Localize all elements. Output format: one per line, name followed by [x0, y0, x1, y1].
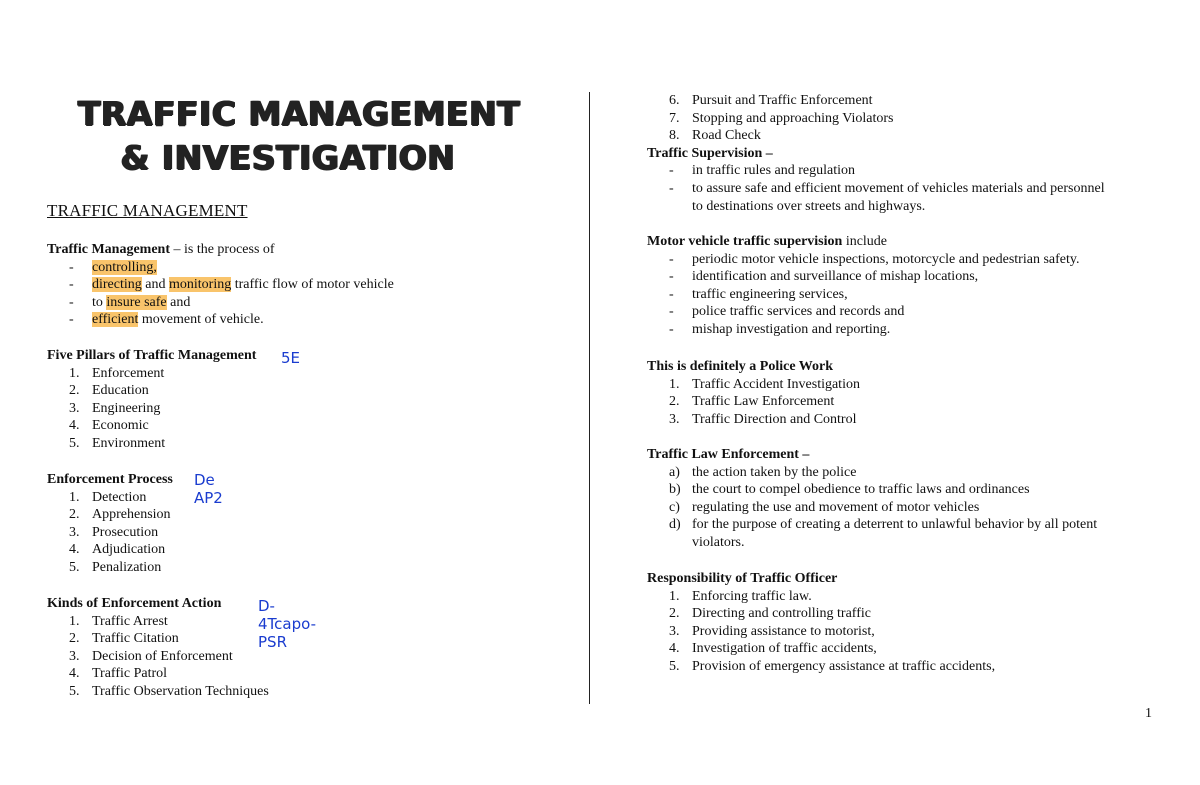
- tm-heading: Traffic Management – is the process of: [47, 242, 275, 257]
- list-item: 3. Providing assistance to motorist,: [669, 623, 875, 639]
- handwritten-note-deap2: De AP2: [194, 471, 223, 507]
- list-item: - periodic motor vehicle inspections, motorcycle and pedestrian safety.: [669, 251, 1080, 267]
- mv-heading: Motor vehicle traffic supervision include: [647, 234, 888, 249]
- list-item: 2. Directing and controlling traffic: [669, 606, 871, 622]
- enforcement-process-block: [47, 471, 173, 577]
- list-item: - to insure safe and: [69, 294, 191, 310]
- list-item: 4. Traffic Patrol: [69, 666, 168, 682]
- mv-supervision-block: [647, 233, 1079, 339]
- list-item: to destinations over streets and highways.: [692, 198, 926, 214]
- list-item: 3. Engineering: [69, 400, 161, 416]
- list-item: 3. Decision of Enforcement: [69, 648, 233, 664]
- list-item: - directing and monitoring traffic flow of motor vehicle: [69, 277, 394, 293]
- continued-items-block: [647, 92, 1105, 215]
- list-item: violators.: [692, 534, 745, 550]
- list-item: - traffic engineering services,: [669, 286, 848, 302]
- page-number: 1: [1145, 706, 1152, 721]
- list-item: 2. Apprehension: [69, 507, 171, 523]
- pillars-heading: Five Pillars of Traffic Management: [47, 348, 257, 363]
- list-item: - to assure safe and efficient movement of vehicles materials and personnel: [669, 180, 1105, 196]
- list-item: d) for the purpose of creating a deterrent to unlawful behavior by all potent: [669, 517, 1098, 533]
- list-item: - mishap investigation and reporting.: [669, 321, 891, 337]
- list-item: 1. Traffic Accident Investigation: [669, 376, 860, 392]
- list-item: - police traffic services and records and: [669, 304, 905, 320]
- list-item: 1. Detection: [69, 489, 147, 505]
- list-item: b) the court to compel obedience to traffic laws and ordinances: [669, 482, 1030, 498]
- list-item: 1. Traffic Arrest: [69, 613, 168, 629]
- list-item: 8. Road Check: [669, 128, 761, 144]
- list-item: c) regulating the use and movement of motor vehicles: [669, 499, 980, 515]
- list-item: 7. Stopping and approaching Violators: [669, 110, 894, 126]
- title-line-2: & INVESTIGATION: [120, 138, 456, 177]
- list-item: 5. Penalization: [69, 559, 162, 575]
- list-item: 2. Traffic Law Enforcement: [669, 394, 835, 410]
- list-item: 3. Prosecution: [69, 524, 159, 540]
- handwritten-note-5e: 5E: [281, 349, 301, 367]
- process-heading: Enforcement Process: [47, 472, 173, 487]
- list-item: 3. Traffic Direction and Control: [669, 411, 857, 427]
- list-item: 5. Environment: [69, 435, 166, 451]
- law-enforcement-heading: Traffic Law Enforcement –: [647, 447, 810, 462]
- list-item: 5. Provision of emergency assistance at traffic accidents,: [669, 658, 996, 674]
- list-item: - efficient movement of vehicle.: [69, 312, 264, 328]
- list-item: 6. Pursuit and Traffic Enforcement: [669, 93, 873, 108]
- list-item: - controlling,: [69, 259, 157, 275]
- kinds-heading: Kinds of Enforcement Action: [47, 596, 222, 611]
- police-work-heading: This is definitely a Police Work: [647, 359, 834, 374]
- list-item: 2. Traffic Citation: [69, 631, 179, 647]
- responsibility-heading: Responsibility of Traffic Officer: [647, 571, 838, 586]
- supervision-heading: Traffic Supervision –: [647, 145, 773, 161]
- list-item: 5. Traffic Observation Techniques: [69, 683, 269, 699]
- traffic-management-block: [47, 241, 394, 329]
- list-item: - identification and surveillance of mishap locations,: [669, 269, 979, 285]
- list-item: 4. Economic: [69, 418, 149, 434]
- list-item: 4. Investigation of traffic accidents,: [669, 641, 877, 657]
- responsibility-block: [647, 570, 995, 676]
- document-title: [78, 92, 521, 180]
- law-enforcement-block: [647, 446, 1097, 552]
- list-item: - in traffic rules and regulation: [669, 163, 856, 179]
- list-item: 4. Adjudication: [69, 542, 166, 558]
- list-item: 2. Education: [69, 383, 149, 399]
- column-divider: [589, 92, 590, 704]
- police-work-block: [647, 358, 860, 428]
- pillars-block: [47, 347, 256, 453]
- list-item: a) the action taken by the police: [669, 464, 857, 480]
- section-heading: TRAFFIC MANAGEMENT: [47, 201, 248, 220]
- list-item: 1. Enforcement: [69, 365, 165, 381]
- title-line-1: TRAFFIC MANAGEMENT: [78, 94, 521, 133]
- list-item: 1. Enforcing traffic law.: [669, 588, 812, 604]
- kinds-block: [47, 595, 269, 701]
- handwritten-note-kinds: D-4Tcapo-PSR: [258, 597, 316, 651]
